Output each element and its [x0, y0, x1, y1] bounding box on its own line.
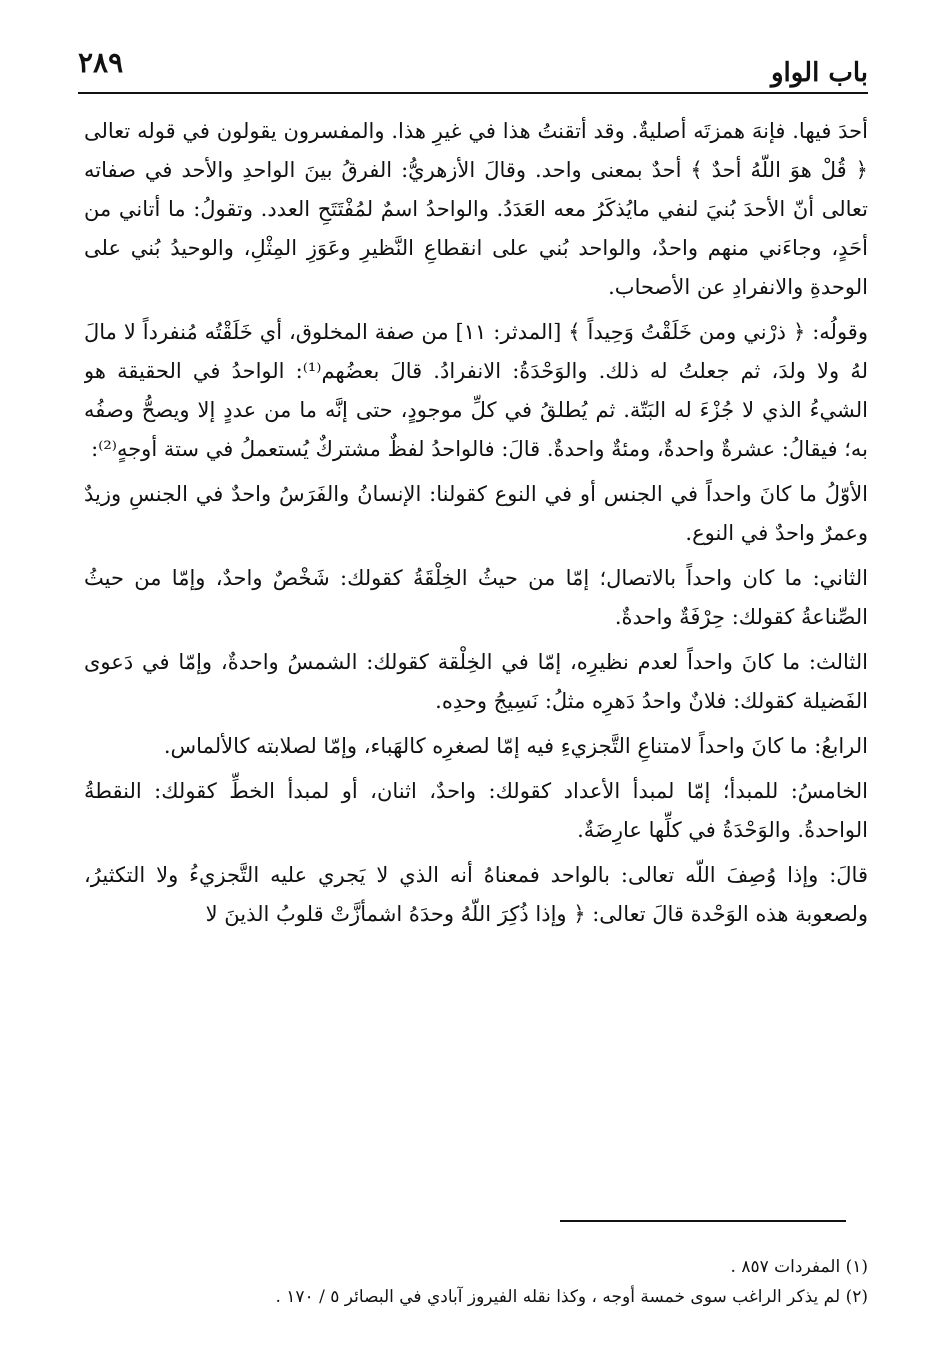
footnote: (٢) لم يذكر الراغب سوى خمسة أوجه ، وكذا نقله الفيروز آبادي في البصائر ٥ / ١٧٠ .: [275, 1287, 868, 1307]
footnote-rule: [560, 1220, 846, 1222]
chapter-title: باب الواو: [770, 58, 868, 88]
paragraph: الخامسُ: للمبدأ؛ إمّا لمبدأ الأعداد كقولك: واحدٌ، اثنان، أو لمبدأ الخطِّ كقولك: النقطةُ الواحدةُ. والوَحْدَةُ في كلِّها عارِضَةٌ.: [84, 779, 868, 842]
page-number: ٢٨٩: [78, 46, 124, 79]
footnote: (١) المفردات ٨٥٧ .: [730, 1257, 868, 1277]
paragraph: الأوّلُ ما كانَ واحداً في الجنس أو في النوع كقولنا: الإنسانُ والفَرَسُ واحدٌ في الجنسِ وزيدٌ وعمرٌ واحدٌ في النوع.: [84, 482, 868, 545]
paragraph: وقولُه: ﴿ ذرْني ومن خَلَقْتُ وَحِيداً ﴾ [المدثر: ١١] من صفة المخلوق، أي خَلَقْتُه مُنفرداً لا مالَ لهُ ولا ولدَ، ثم جعلتُ له ذلك. والوَحْدَةُ: الانفرادُ. قالَ بعضُهم⁽¹⁾: الواحدُ في الحقيقة هو الشيءُ الذي لا جُزْءَ له البَتّة. ثم يُطلقُ في كلِّ موجودٍ، حتى إنَّه ما من عددٍ إلا ويصحُّ وصفُه به؛ فيقالُ: عشرةٌ واحدةٌ، ومئةٌ واحدةٌ. قالَ: فالواحدُ لفظٌ مشتركٌ يُستعملُ في ستة أوجهٍ⁽²⁾:: [84, 320, 868, 461]
paragraph: الثاني: ما كان واحداً بالاتصال؛ إمّا من حيثُ الخِلْقَةُ كقولك: شَخْصٌ واحدٌ، وإمّا من حيثُ الصِّناعةُ كقولك: حِرْفَةٌ واحدةٌ.: [84, 566, 868, 629]
paragraph: الثالث: ما كانَ واحداً لعدم نظيرِه، إمّا في الخِلْقة كقولك: الشمسُ واحدةٌ، وإمّا في دَعوى الفَضيلة كقولك: فلانٌ واحدُ دَهرِه مثلُ: نَسِيجُ وحدِه.: [84, 650, 868, 713]
page-header: [78, 44, 868, 88]
main-text: [84, 112, 868, 1202]
paragraph: الرابعُ: ما كانَ واحداً لامتناعِ التَّجزيءِ فيه إمّا لصغرِه كالهَباء، وإمّا لصلابته كالألماس.: [163, 734, 868, 758]
paragraph: قالَ: وإذا وُصِفَ اللّه تعالى: بالواحد فمعناهُ أنه الذي لا يَجري عليه التَّجزيءُ ولا التكثيرُ، ولصعوبة هذه الوَحْدة قالَ تعالى: ﴿ وإذا ذُكِرَ اللّهُ وحدَهُ اشمأزَّتْ قلوبُ الذينَ لا: [84, 863, 868, 926]
footnotes: [120, 1252, 868, 1312]
paragraph: أحدَ فيها. فإنهَ همزتَه أصليةٌ. وقد أتقنتُ هذا في غيرِ هذا. والمفسرون يقولون في قوله تعالى ﴿ قُلْ هوَ اللّهُ أحدٌ ﴾ أحدٌ بمعنى واحد. وقالَ الأزهريُّ: الفرقُ بينَ الواحدِ والأحد في صفاته تعالى أنّ الأحدَ بُنيَ لنفي مايُذكَرُ معه العَدَدُ. والواحدُ اسمٌ لمُفْتَتَحِ العدد. وتقولُ: ما أتاني من أحَدٍ، وجاءَني منهم واحدٌ، والواحد بُني على انقطاعِ النَّظيرِ وعَوَزِ المِثْلِ، والوحيدُ بُني على الوحدةِ والانفرادِ عن الأصحاب.: [84, 119, 868, 299]
header-rule: [78, 92, 868, 94]
